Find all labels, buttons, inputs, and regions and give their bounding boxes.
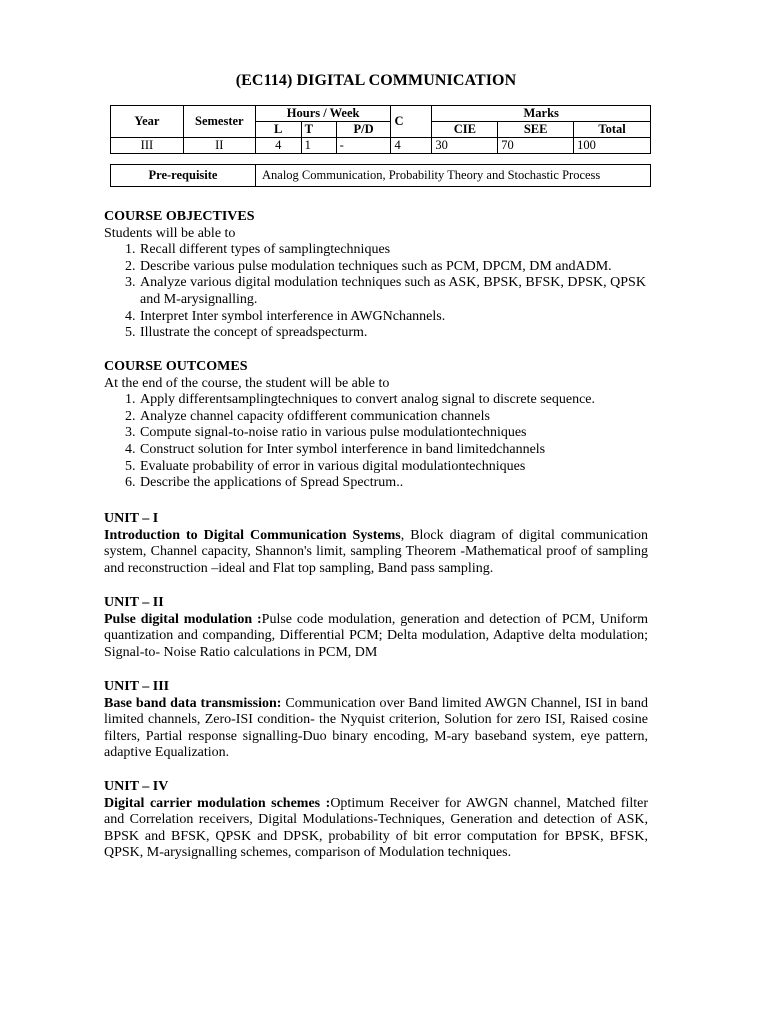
list-item: 2. Describe various pulse modulation techniques such as PCM, DPCM, DM andADM. (139, 259, 648, 276)
total-value: 100 (574, 138, 651, 154)
list-item: 5. Illustrate the concept of spreadspecturm. (139, 325, 648, 342)
credits-value: 4 (391, 138, 432, 154)
credits-header: C (391, 106, 432, 138)
outcomes-intro: At the end of the course, the student will be able to (104, 375, 390, 391)
objectives-list (104, 242, 648, 342)
unit-body: Communication over Band limited AWGN Channel, ISI in band limited channels, Zero-ISI condition- the Nyquist criterion, Solution for zero ISI, Raised cosine filters, Partial response signalling-Duo binary encoding, M-ary baseband system, eye pattern, adaptive Equalization. (104, 695, 649, 761)
unit-description (104, 696, 648, 762)
tutorial-value: 1 (301, 138, 336, 154)
list-item: 1. Recall different types of samplingtechniques (139, 242, 648, 259)
outcomes-heading: COURSE OUTCOMES (104, 359, 248, 374)
unit-1-section (104, 511, 648, 577)
list-item: 3. Analyze various digital modulation techniques such as ASK, BPSK, BFSK, DPSK, QPSK and M-arysignalling. (139, 275, 648, 308)
cie-header: CIE (432, 122, 498, 138)
year-value: III (111, 138, 184, 154)
page-title: (EC114) DIGITAL COMMUNICATION (235, 72, 517, 89)
course-outcomes-section (104, 359, 648, 492)
see-value: 70 (498, 138, 574, 154)
prerequisite-table (110, 164, 651, 187)
unit-3-section (104, 679, 648, 762)
unit-description (104, 612, 648, 662)
unit-heading: UNIT – I (104, 511, 159, 526)
practical-value: - (336, 138, 391, 154)
unit-lead: Introduction to Digital Communication Systems (104, 527, 401, 543)
unit-heading: UNIT – II (104, 595, 164, 610)
prerequisite-value: Analog Communication, Probability Theory and Stochastic Process (256, 165, 651, 187)
marks-header: Marks (432, 106, 651, 122)
unit-description (104, 528, 648, 578)
list-item: 3. Compute signal-to-noise ratio in various pulse modulationtechniques (139, 425, 648, 442)
course-objectives-section (104, 209, 648, 342)
see-header: SEE (498, 122, 574, 138)
list-item: 6. Describe the applications of Spread Spectrum.. (139, 475, 648, 492)
semester-header: Semester (183, 106, 255, 138)
list-item: 4. Interpret Inter symbol interference in AWGNchannels. (139, 309, 648, 326)
unit-lead: Base band data transmission: (104, 695, 282, 711)
unit-body: Pulse code modulation, generation and detection of PCM, Uniform quantization and companding, Differential PCM; Delta modulation, Adaptive delta modulation; Signal-to- Noise Ratio calculations in PCM, DM (104, 611, 649, 660)
course-info-table (110, 105, 651, 154)
semester-value: II (183, 138, 255, 154)
outcomes-list (104, 392, 648, 492)
unit-lead: Digital carrier modulation schemes : (104, 795, 331, 811)
lecture-header: L (255, 122, 301, 138)
unit-heading: UNIT – IV (104, 779, 169, 794)
unit-heading: UNIT – III (104, 679, 170, 694)
prerequisite-label: Pre-requisite (111, 165, 256, 187)
list-item: 2. Analyze channel capacity ofdifferent communication channels (139, 409, 648, 426)
unit-description (104, 796, 648, 862)
unit-body: Optimum Receiver for AWGN channel, Matched filter and Correlation receivers, Digital Modulations-Techniques, Generation and detection of ASK, BPSK and BFSK, QPSK and DPSK, probability of bit error computation for BPSK, BFSK, QPSK, M-arysignalling schemes, comparison of Modulation techniques. (104, 795, 648, 861)
tutorial-header: T (301, 122, 336, 138)
cie-value: 30 (432, 138, 498, 154)
list-item: 4. Construct solution for Inter symbol interference in band limitedchannels (139, 442, 648, 459)
objectives-intro: Students will be able to (104, 225, 236, 241)
practical-header: P/D (336, 122, 391, 138)
hours-header: Hours / Week (255, 106, 391, 122)
unit-2-section (104, 595, 648, 661)
lecture-value: 4 (255, 138, 301, 154)
year-header: Year (111, 106, 184, 138)
unit-4-section (104, 779, 648, 862)
list-item: 5. Evaluate probability of error in various digital modulationtechniques (139, 459, 648, 476)
objectives-heading: COURSE OBJECTIVES (104, 209, 255, 224)
total-header: Total (574, 122, 651, 138)
unit-lead: Pulse digital modulation : (104, 611, 262, 627)
list-item: 1. Apply differentsamplingtechniques to convert analog signal to discrete sequence. (139, 392, 648, 409)
unit-body: , Block diagram of digital communication system, Channel capacity, Shannon's limit, sampling Theorem -Mathematical proof of sampling and reconstruction –ideal and Flat top sampling, Band pass sampling. (104, 527, 648, 576)
